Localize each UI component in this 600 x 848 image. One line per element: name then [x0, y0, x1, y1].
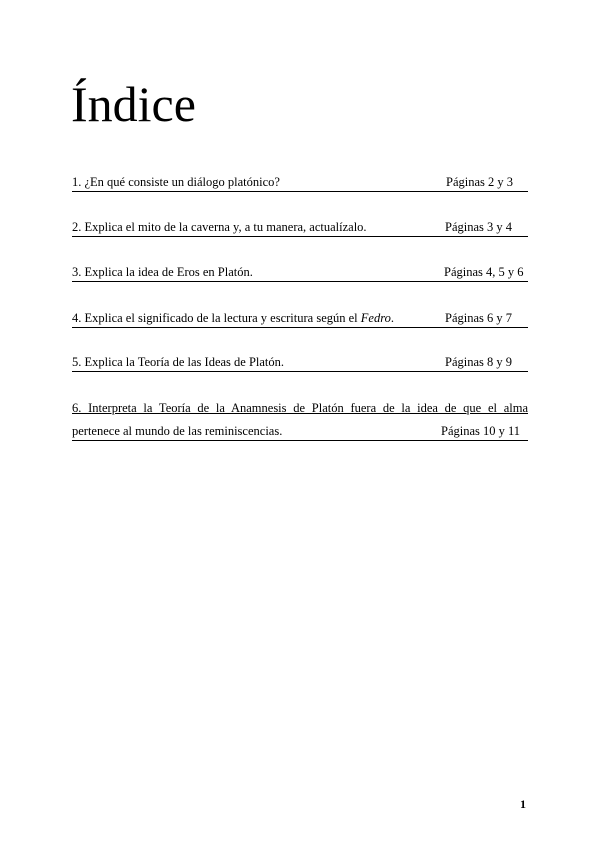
toc-entry-6-line-1[interactable]: 6. Interpreta la Teoría de la Anamnesis de Platón fuera de la idea de que el alma: [72, 401, 528, 415]
toc-entry-6-line-2[interactable]: [72, 424, 528, 441]
page-number: 1: [520, 797, 526, 811]
toc-entry-2[interactable]: [72, 220, 528, 237]
toc-entry-text: 2. Explica el mito de la caverna y, a tu manera, actualízalo.: [72, 220, 367, 234]
toc-entry-1[interactable]: [72, 175, 528, 192]
toc-entry-text-end: .: [390, 311, 394, 325]
toc-entry-italic-title: Fedro: [360, 311, 391, 325]
toc-entry-5[interactable]: [72, 355, 528, 372]
toc-entry-text: 3. Explica la idea de Eros en Platón.: [72, 265, 253, 279]
toc-entry-pages: Páginas 4, 5 y 6: [444, 265, 524, 279]
toc-entry-4[interactable]: [72, 311, 528, 328]
toc-entry-pages: Páginas 3 y 4: [445, 220, 513, 234]
toc-entry-text: [72, 310, 394, 326]
toc-entry-3[interactable]: [72, 265, 528, 282]
toc-entry-pages: Páginas 10 y 11: [441, 424, 521, 438]
toc-entry-pages: Páginas 2 y 3: [446, 175, 514, 189]
toc-entry-text: 1. ¿En qué consiste un diálogo platónico?: [72, 175, 280, 189]
toc-entry-text-start: 4. Explica el significado de la lectura y escritura según el: [72, 311, 361, 325]
toc-entry-text: 5. Explica la Teoría de las Ideas de Platón.: [72, 355, 285, 369]
toc-entry-pages: Páginas 6 y 7: [445, 311, 513, 325]
toc-entry-text: pertenece al mundo de las reminiscencias.: [72, 424, 283, 438]
toc-entry-pages: Páginas 8 y 9: [445, 355, 513, 369]
page-title: Índice: [71, 76, 196, 132]
